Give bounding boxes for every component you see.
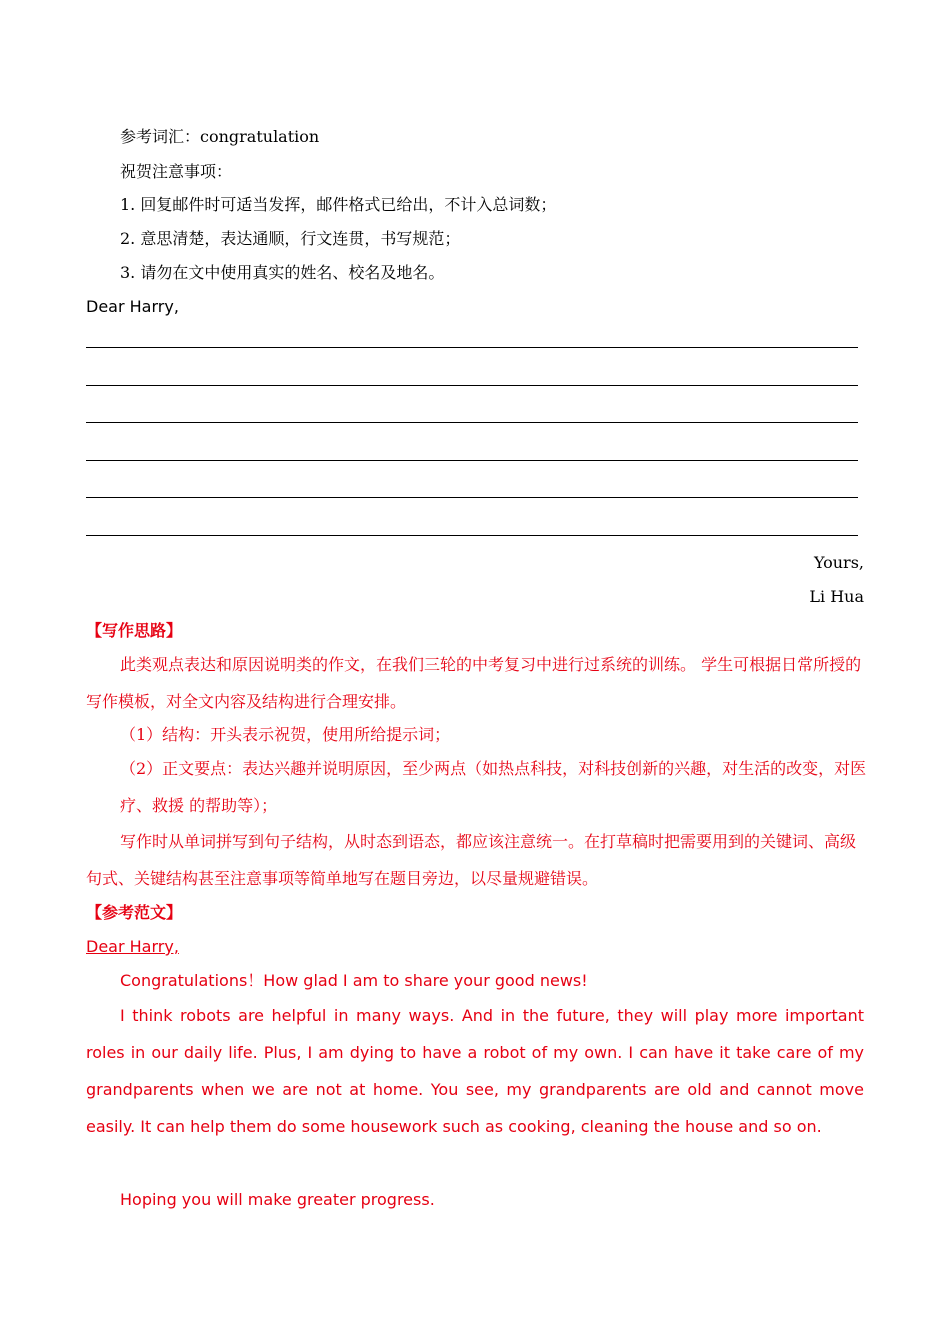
sample-paragraph-2: I think robots are helpful in many ways. And in the future, they will play more important roles in our daily life. Plus, I am dying to have a robot of my own. I can have it take care of my grandparents when we are not at home. You see, my grandparents are old and cannot move easily. It can help them do some housework such as cooking, cleaning the house and so on.	[86, 1006, 864, 1136]
writing-line-2[interactable]	[86, 385, 858, 386]
notes-title: 祝贺注意事项：	[120, 162, 233, 181]
ideas-paragraph-4: 写作时从单词拼写到句子结构，从时态到语态，都应该注意统一。在打草稿时把需要用到的关键词、高级句式、关键结构甚至注意事项等简单地写在题目旁边，以尽量规避错误。	[86, 832, 857, 888]
sample-paragraph-1: Congratulations！How glad I am to share your good news!	[120, 971, 588, 990]
sample-greeting: Dear Harry,	[86, 937, 179, 956]
writing-line-1[interactable]	[86, 347, 858, 348]
writing-line-6[interactable]	[86, 535, 858, 536]
note-item-1: 1. 回复邮件时可适当发挥，邮件格式已给出，不计入总词数；	[120, 195, 557, 214]
ideas-paragraph-1: 此类观点表达和原因说明类的作文，在我们三轮的中考复习中进行过系统的训练。 学生可根据日常所授的写作模板，对全文内容及结构进行合理安排。	[86, 655, 862, 711]
sample-paragraph-3: Hoping you will make greater progress.	[120, 1190, 435, 1209]
letter-greeting: Dear Harry,	[86, 297, 179, 316]
letter-signature: Li Hua	[809, 587, 864, 606]
ideas-paragraph-3: （2）正文要点：表达兴趣并说明原因，至少两点（如热点科技，对科技创新的兴趣，对生活的改变，对医疗、救援 的帮助等）；	[120, 759, 867, 815]
vocab-hint	[120, 127, 319, 147]
ideas-paragraph-2: （1）结构：开头表示祝贺，使用所给提示词；	[120, 725, 451, 744]
sample-heading: 【参考范文】	[86, 903, 183, 922]
writing-line-4[interactable]	[86, 460, 858, 461]
letter-closing: Yours,	[813, 553, 864, 572]
ideas-heading: 【写作思路】	[86, 621, 183, 640]
vocab-hint-text: 参考词汇：congratulation	[120, 127, 320, 146]
writing-line-5[interactable]	[86, 497, 858, 498]
note-item-3: 3. 请勿在文中使用真实的姓名、校名及地名。	[120, 263, 445, 282]
note-item-2: 2. 意思清楚，表达通顺，行文连贯，书写规范；	[120, 229, 461, 248]
writing-line-3[interactable]	[86, 422, 858, 423]
